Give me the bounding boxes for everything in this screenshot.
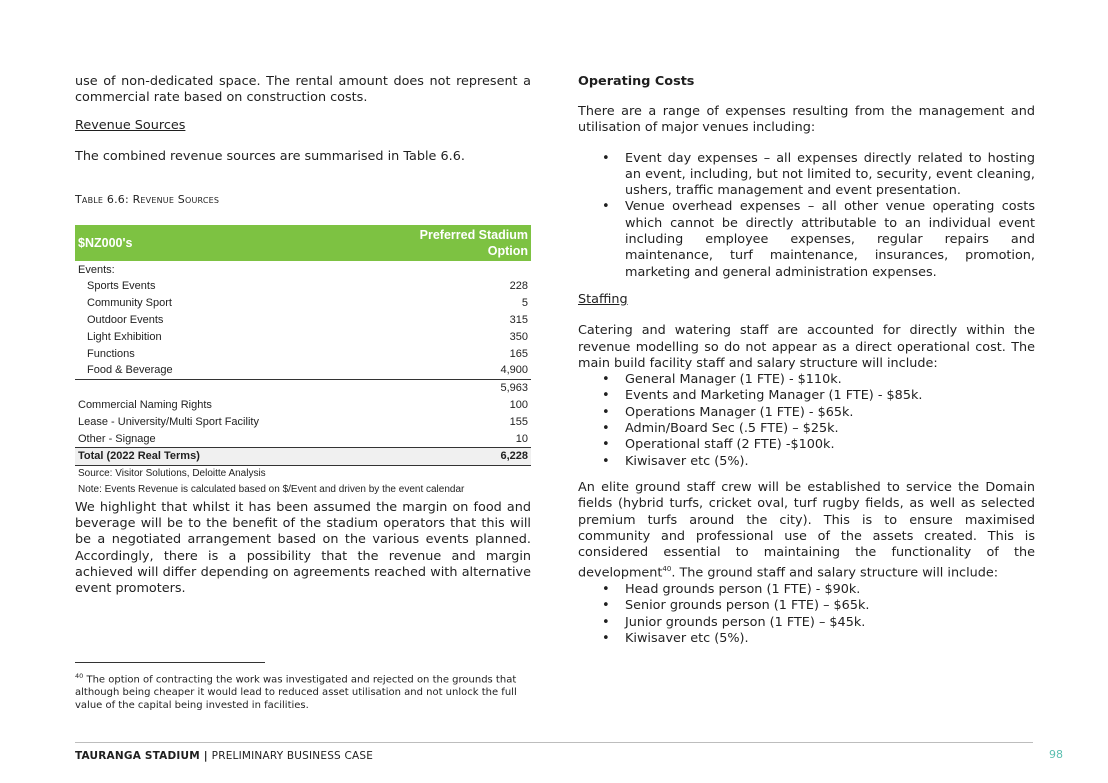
- highlight-paragraph: We highlight that whilst it has been assumed the margin on food and beverage will be to the benefit of the stadium operators that this will be a negotiated arrangement based on the various events planned. Accordingly, there is a possibility that the revenue and margin achieved will differ depending on agreements reached with alternative event promoters.: [75, 499, 531, 597]
- row-label: Functions: [87, 347, 135, 360]
- left-column: [75, 74, 531, 598]
- table-header-column: [358, 225, 531, 261]
- list-item: • Events and Marketing Manager (1 FTE) - $85k.: [578, 388, 1035, 404]
- ground-text: An elite ground staff crew will be established to service the Domain fields (hybrid turfs, cricket oval, turf rugby fields, as well as selected premium turfs around the city). This is to ensure maximised community and professional use of the assets created. This is considered essential to maintaining the functionality of the development: [578, 479, 1035, 581]
- row-value: 5: [521, 297, 528, 310]
- table-source: Source: Visitor Solutions, Deloitte Analysis: [78, 467, 266, 479]
- list-item: • Kiwisaver etc (5%).: [578, 454, 1035, 470]
- list-item: • Venue overhead expenses – all other venue operating costs which cannot be directly attributable to an individual event including employee expenses, regular repairs and maintenance, turf maintenance, insurances, promotion, marketing and general administration expenses.: [578, 199, 1035, 280]
- row-label: Lease - University/Multi Sport Facility: [78, 415, 259, 428]
- table-row: [75, 278, 531, 295]
- list-item: • Event day expenses – all expenses directly related to hosting an event, including, but not limited to, security, event cleaning, ushers, traffic management and event presentation.: [578, 151, 1035, 200]
- footnote-number: 40: [75, 672, 84, 680]
- table-note: Note: Events Revenue is calculated based on $/Event and driven by the event calendar: [78, 483, 465, 495]
- staffing-paragraph: Catering and watering staff are accounted for directly within the revenue modelling so do not appear as a direct operational cost. The main build facility staff and salary structure will include:: [578, 323, 1035, 371]
- list-item: • Operational staff (2 FTE) -$100k.: [578, 437, 1035, 453]
- table-header-row: [75, 225, 531, 261]
- table-row: [75, 413, 531, 430]
- events-label: Events:: [78, 263, 115, 276]
- ground-staff-paragraph: [578, 480, 1035, 582]
- total-label: Total (2022 Real Terms): [75, 447, 358, 465]
- footnote-ref: 40: [662, 565, 672, 574]
- row-label: Community Sport: [87, 297, 172, 310]
- row-value: 228: [509, 280, 528, 293]
- right-column: [578, 74, 1035, 647]
- row-label: Commercial Naming Rights: [78, 398, 212, 411]
- table-row: [75, 261, 531, 278]
- footer: [75, 750, 373, 762]
- footer-title: TAURANGA STADIUM: [75, 750, 200, 762]
- footer-subtitle: PRELIMINARY BUSINESS CASE: [211, 750, 374, 762]
- revenue-table: [75, 225, 531, 466]
- staffing-heading: Staffing: [578, 291, 628, 307]
- list-item: • Admin/Board Sec (.5 FTE) – $25k.: [578, 421, 1035, 437]
- footnote-text: The option of contracting the work was investigated and rejected on the grounds that although being cheaper it would lead to reduced asset utilisation and not unlock the full value of the capital being invested in facilities.: [75, 674, 517, 711]
- header-column-line1: Preferred Stadium: [419, 228, 528, 243]
- subtotal-row: [75, 379, 531, 396]
- footnote: [75, 670, 525, 713]
- staffing-list: [578, 372, 1035, 470]
- row-value: 165: [509, 347, 528, 360]
- header-column-line2: Option: [487, 244, 528, 259]
- row-value: 350: [509, 330, 528, 343]
- footer-separator: |: [199, 750, 212, 762]
- ground-staff-list: [578, 582, 1035, 647]
- operating-costs-list: [578, 151, 1035, 281]
- row-value: 155: [509, 415, 528, 428]
- table-header-label: $NZ000's: [75, 225, 358, 261]
- row-value: 315: [509, 313, 528, 326]
- row-value: 4,900: [358, 362, 531, 379]
- row-label: Food & Beverage: [75, 362, 358, 379]
- row-value: 10: [515, 432, 528, 445]
- total-row: [75, 447, 531, 465]
- table-caption: Table 6.6: Revenue Sources: [75, 193, 220, 207]
- list-item: • Senior grounds person (1 FTE) – $65k.: [578, 598, 1035, 614]
- page-number: 98: [1049, 748, 1063, 761]
- row-label: Light Exhibition: [87, 330, 162, 343]
- operating-costs-heading: Operating Costs: [578, 74, 695, 89]
- table-row: [75, 295, 531, 312]
- ground-text-end: . The ground staff and salary structure will include:: [671, 565, 999, 581]
- table-row: [75, 362, 531, 379]
- row-label: Outdoor Events: [87, 313, 164, 326]
- revenue-summary-paragraph: The combined revenue sources are summarised in Table 6.6.: [75, 148, 465, 164]
- table-row: [75, 345, 531, 362]
- list-item: • Operations Manager (1 FTE) - $65k.: [578, 405, 1035, 421]
- intro-paragraph: use of non-dedicated space. The rental amount does not represent a commercial rate based on construction costs.: [75, 74, 531, 106]
- list-item: • Kiwisaver etc (5%).: [578, 631, 1035, 647]
- list-item: • Head grounds person (1 FTE) - $90k.: [578, 582, 1035, 598]
- table-row: [75, 328, 531, 345]
- row-value: 100: [509, 398, 528, 411]
- footer-divider: [75, 742, 1033, 743]
- table-row: [75, 430, 531, 447]
- list-item: • General Manager (1 FTE) - $110k.: [578, 372, 1035, 388]
- row-label: Other - Signage: [78, 432, 156, 445]
- row-label: Sports Events: [87, 280, 156, 293]
- list-item: • Junior grounds person (1 FTE) – $45k.: [578, 615, 1035, 631]
- total-value: 6,228: [358, 447, 531, 465]
- table-row: [75, 397, 531, 414]
- revenue-sources-heading: Revenue Sources: [75, 117, 186, 133]
- table-row: [75, 312, 531, 329]
- operating-costs-paragraph: There are a range of expenses resulting from the management and utilisation of major venues including:: [578, 104, 1035, 136]
- footnote-divider: [75, 662, 265, 663]
- subtotal-value: 5,963: [500, 382, 528, 395]
